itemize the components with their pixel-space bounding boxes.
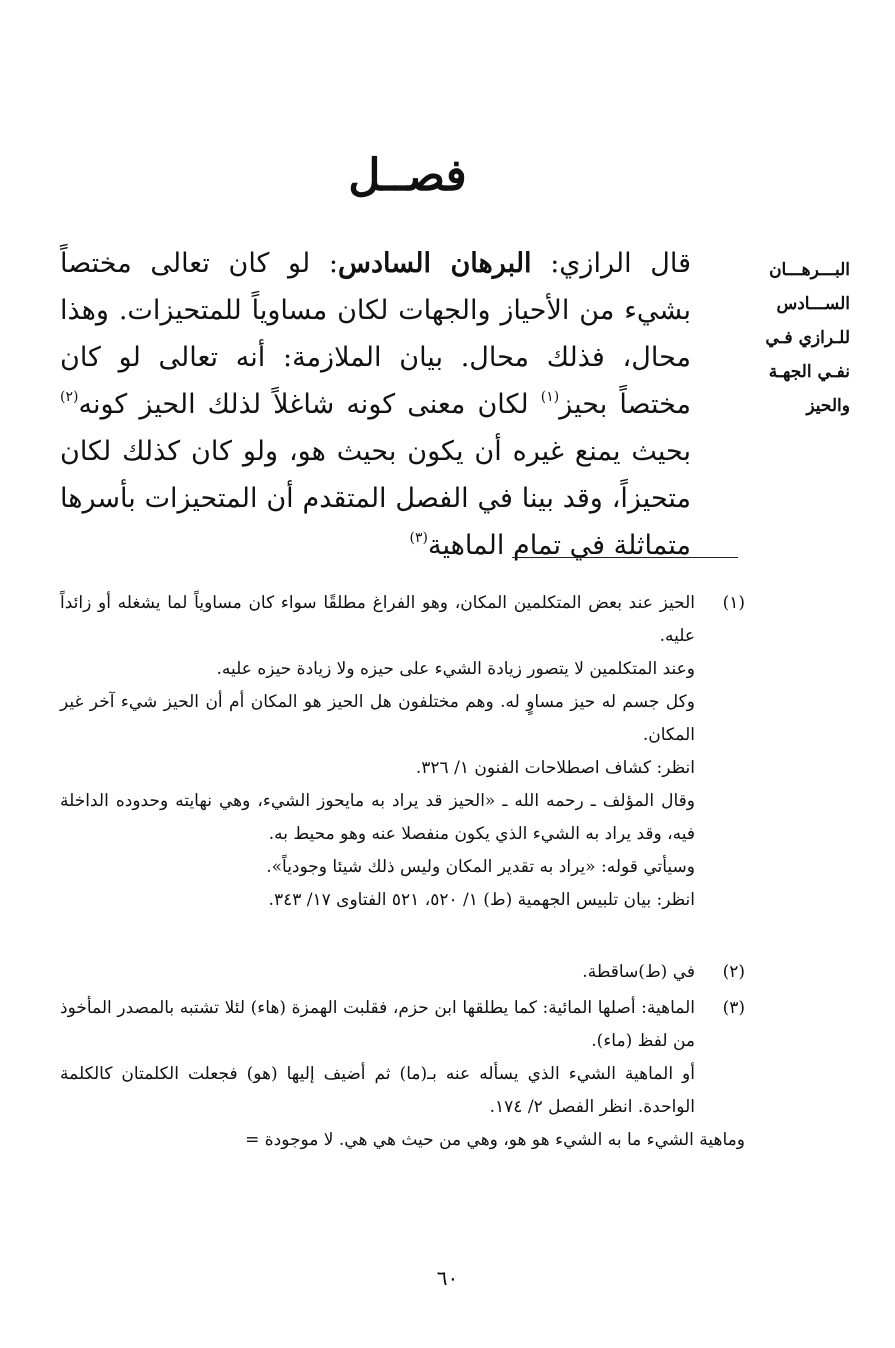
footnote-separator <box>512 557 738 558</box>
footnote-ref-3: (٣) <box>409 530 428 546</box>
footnote-1 <box>60 587 745 917</box>
footnote-line: انظر: كشاف اصطلاحات الفنون ١/ ٣٢٦. <box>415 758 695 778</box>
footnote-2 <box>60 956 745 989</box>
footnote-line: وعند المتكلمين لا يتصور زيادة الشيء على حيزه ولا زيادة حيزه عليه. <box>216 659 695 679</box>
footnote-ref-2: (٢) <box>60 389 79 405</box>
footnote-text: الحيز عند بعض المتكلمين المكان، وهو الفراغ مطلقًا سواء كان مساوياً لما يشغله أو زائداً عليه. <box>60 593 695 646</box>
margin-note: البـــرهـــان الســـادس للـرازي فـي نفـي الجهـة والحيز <box>765 260 850 416</box>
footnote-text: في (ط)ساقطة. <box>582 962 695 982</box>
footnote-line: وسيأتي قوله: «يراد به تقدير المكان وليس ذلك شيئا وجودياً». <box>266 857 695 877</box>
footnote-line: وكل جسم له حيز مساوٍ له. وهم مختلفون هل الحيز هو المكان أم أن الحيز شيء آخر غير المكان. <box>60 692 695 745</box>
footnote-number: (٣) <box>722 998 745 1018</box>
main-text <box>60 240 745 569</box>
text-segment: قال الرازي: <box>531 248 692 279</box>
footnote-3 <box>60 992 745 1157</box>
footnote-line <box>60 956 745 989</box>
footnote-number: (٢) <box>722 962 745 982</box>
footnote-line: وقال المؤلف ـ رحمه الله ـ «الحيز قد يراد به مايحوز الشيء، وهي نهايته وحدوده الداخلة فيه، وقد يراد به الشيء الذي يكون منفصلا عنه وهو محيط به. <box>60 791 695 844</box>
footnote-ref-1: (١) <box>540 389 560 405</box>
footnote-line <box>60 992 745 1058</box>
bold-heading: البرهان السادس <box>337 248 532 279</box>
footnote-text: الماهية: أصلها المائية: كما يطلقها ابن حزم، فقلبت الهمزة (هاء) لئلا تشتبه بالمصدر المأخوذ من لفظ (ماء). <box>60 998 695 1051</box>
footnote-line <box>60 587 745 653</box>
text-segment: بحيث يمنع غيره أن يكون بحيث هو، ولو كان كذلك لكان متحيزاً، وقد بينا في الفصل المتقدم أن المتحيزات بأسرها متماثلة في تمام الماهية <box>60 436 691 561</box>
footnote-line: وماهية الشيء ما به الشيء هو هو، وهي من حيث هي هي. لا موجودة = <box>245 1130 745 1150</box>
footnote-line: أو الماهية الشيء الذي يسأله عنه بـ(ما) ثم أضيف إليها (هو) فجعلت الكلمتان كالكلمة الواحدة. انظر الفصل ٢/ ١٧٤. <box>60 1064 695 1117</box>
page-number: ٦٠ <box>436 1266 459 1290</box>
text-segment: : لو كان تعالى مختصاً بشيء من الأحياز والجهات لكان مساوياً للمتحيزات. وهذا محال، فذلك محال. بيان الملازمة: أنه تعالى لو كان مختصاً بحيز <box>60 248 692 420</box>
chapter-title: فصــل <box>348 150 467 201</box>
footnote-number: (١) <box>722 593 745 613</box>
text-segment: لكان معنى كونه شاغلاً لذلك الحيز كونه <box>78 389 541 420</box>
footnote-line: انظر: بيان تلبيس الجهمية (ط) ١/ ٥٢٠، ٥٢١ الفتاوى ١٧/ ٣٤٣. <box>268 890 695 910</box>
main-paragraph <box>60 240 745 569</box>
